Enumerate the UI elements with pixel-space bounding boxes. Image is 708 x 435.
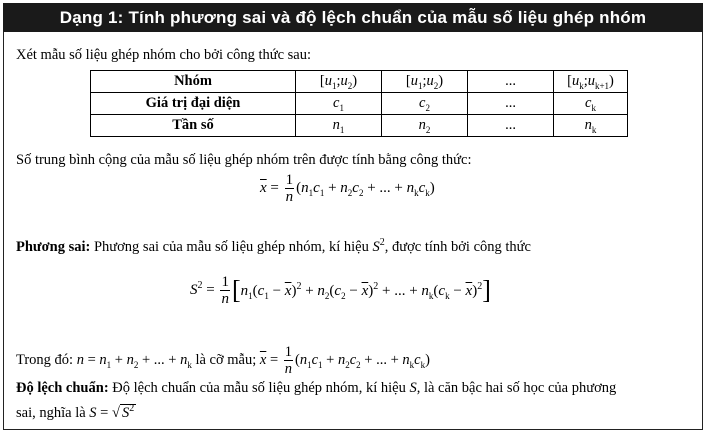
table-row <box>91 71 628 93</box>
grouped-data-table <box>90 70 628 137</box>
variance-definition: Phương sai: Phương sai của mẫu số liệu ghép nhóm, kí hiệu $S^2$, được tính bởi công thức <box>16 237 531 255</box>
group-cell-2: $[u_1;u_2)$ <box>382 71 468 93</box>
freq-cell-2: $n_2$ <box>382 115 468 137</box>
row-label-group: Nhóm <box>91 71 296 93</box>
group-cell-1: $[u_1;u_2)$ <box>296 71 382 93</box>
freq-cell-1: $n_1$ <box>296 115 382 137</box>
group-cell-k: $[u_k;u_{k+1})$ <box>554 71 628 93</box>
section-title: Dạng 1: Tính phương sai và độ lệch chuẩn của mẫu số liệu ghép nhóm <box>3 3 703 32</box>
rep-cell-ellipsis: ... <box>468 93 554 115</box>
rep-cell-1: $c_1$ <box>296 93 382 115</box>
std-text3: sai, nghĩa là <box>16 404 86 421</box>
sample-size-text: là cỡ mẫu; <box>195 351 257 368</box>
freq-cell-k: $n_k$ <box>554 115 628 137</box>
where-line: Trong đó: $n = n_1 + n_2$ + ... + $n_k$ là cỡ mẫu; $\overline{x}$ = $\frac{1}{n}$ ($n_1c_1 + n_2c_2$ + ... + $n_kc_k$) <box>16 344 430 377</box>
variance-text: Phương sai của mẫu số liệu ghép nhóm, kí hiệu <box>93 238 369 255</box>
rep-cell-k: $c_k$ <box>554 93 628 115</box>
table-row <box>91 115 628 137</box>
variance-formula: $S^2$ = $\frac{1}{n}$ [$n_1(c_1 - \overline{x})^2 + n_2(c_2 - \overline{x})^2$ + ... + $n_k(c_k - \overline{x})^2$] <box>190 274 491 307</box>
where-prefix: Trong đó: <box>16 351 74 368</box>
std-text2: , là căn bậc hai số học của phương <box>416 380 617 396</box>
std-text: Độ lệch chuẩn của mẫu số liệu ghép nhóm, kí hiệu <box>112 380 406 396</box>
std-label: Độ lệch chuẩn: <box>16 380 109 396</box>
variance-text-after: , được tính bởi công thức <box>384 238 531 255</box>
intro-text: Xét mẫu số liệu ghép nhóm cho bởi công thức sau: <box>16 47 311 63</box>
mean-intro-text: Số trung bình cộng của mẫu số liệu ghép nhóm trên được tính bằng công thức: <box>16 152 472 168</box>
table-row <box>91 93 628 115</box>
rep-cell-2: $c_2$ <box>382 93 468 115</box>
group-cell-ellipsis: ... <box>468 71 554 93</box>
row-label-representative: Giá trị đại diện <box>91 93 296 115</box>
freq-cell-ellipsis: ... <box>468 115 554 137</box>
row-label-frequency: Tần số <box>91 115 296 137</box>
std-definition: Độ lệch chuẩn: Độ lệch chuẩn của mẫu số liệu ghép nhóm, kí hiệu S, là căn bậc hai số học của phương <box>16 380 617 396</box>
variance-label: Phương sai: <box>16 238 91 255</box>
mean-formula: $\overline{x}$ = $\frac{1}{n}$ ($n_1c_1 + n_2c_2$ + ... + $n_kc_k$) <box>260 172 435 205</box>
std-definition-cont: sai, nghĩa là S = √ $S^2$ <box>16 403 135 421</box>
